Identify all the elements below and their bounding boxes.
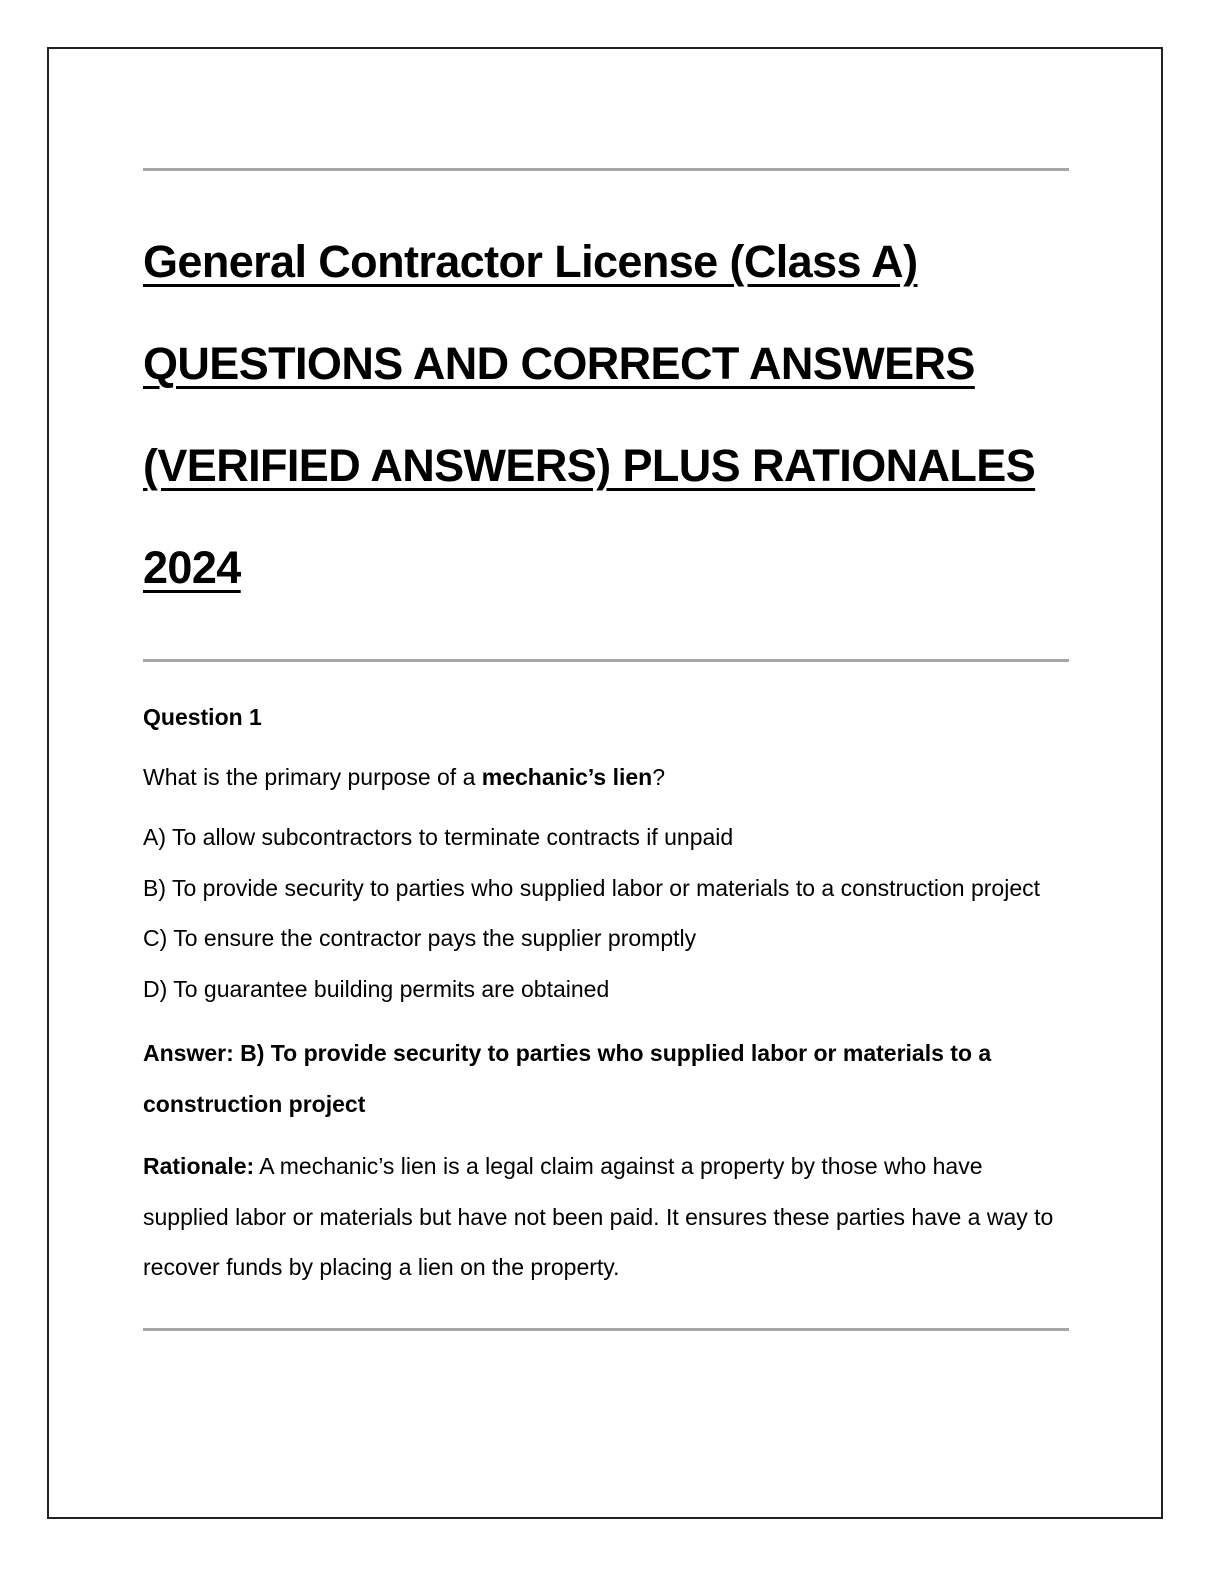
title-line-3: (VERIFIED ANSWERS) PLUS RATIONALES [143, 440, 1036, 491]
rationale [143, 1141, 1069, 1293]
document-title [143, 171, 1069, 619]
correct-answer: Answer: B) To provide security to parties who supplied labor or materials to a construction project [143, 1040, 992, 1117]
option-c: C) To ensure the contractor pays the supplier promptly [143, 925, 697, 951]
question-text-start: What is the primary purpose of a [143, 764, 482, 790]
document-content [143, 168, 1069, 1331]
question-text [143, 762, 1069, 792]
option-a: A) To allow subcontractors to terminate contracts if unpaid [143, 824, 734, 850]
rationale-label: Rationale: [143, 1153, 255, 1179]
middle-divider [143, 659, 1069, 662]
option-b: B) To provide security to parties who supplied labor or materials to a construction project [143, 874, 1041, 901]
question-text-emphasis: mechanic’s lien [481, 764, 653, 790]
option-d: D) To guarantee building permits are obtained [143, 975, 610, 1002]
title-line-4: 2024 [143, 542, 241, 593]
title-line-1: General Contractor License (Class A) [143, 236, 918, 287]
question-text-end: ? [652, 764, 666, 790]
bottom-divider [143, 1328, 1069, 1331]
answer-options [143, 812, 1069, 1014]
rationale-text: A mechanic’s lien is a legal claim against a property by those who have supplied labor or materials but have not been paid. It ensures these parties have a way to recover funds by placing a lien on the property. [143, 1153, 1054, 1280]
question-heading: Question 1 [143, 704, 262, 730]
title-line-2: QUESTIONS AND CORRECT ANSWERS [143, 338, 975, 389]
